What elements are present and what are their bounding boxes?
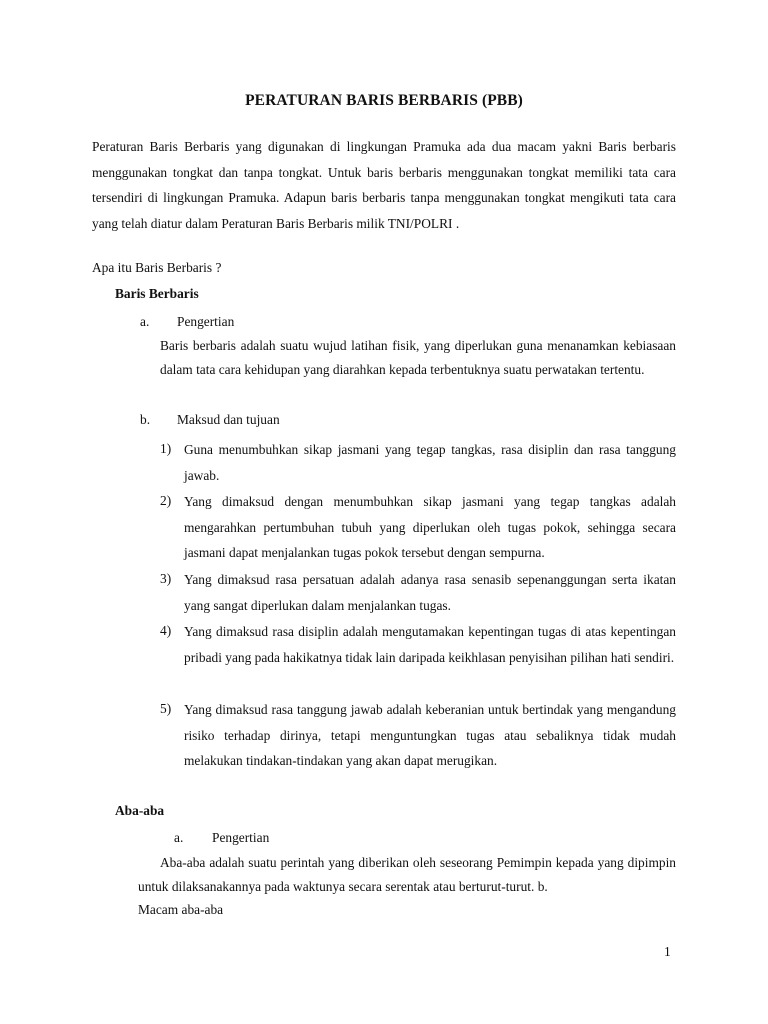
- list-item-text: Yang dimaksud rasa disiplin adalah mengutamakan kepentingan tugas di atas kepentingan pribadi yang pada hakikatnya tidak lain daripada keikhlasan penyisihan pilihan hati sendiri.: [184, 624, 676, 665]
- list-item-text: Yang dimaksud dengan menumbuhkan sikap jasmani yang tegap tangkas adalah mengarahkan pertumbuhan tubuh yang diperlukan oleh tugas pokok, sehingga secara jasmani dapat menjalankan tugas pokok tersebut dengan sempurna.: [184, 494, 676, 560]
- subheading-maksud-tujuan: Maksud dan tujuan: [177, 412, 280, 427]
- list-item-number: 1): [160, 441, 172, 456]
- aba-aba-paragraph: Aba-aba adalah suatu perintah yang diberikan oleh seseorang Pemimpin kepada yang dipimpin untuk dilaksanakannya pada waktunya secara serentak atau berturut-turut. b.: [138, 855, 676, 894]
- page-number: 1: [664, 944, 671, 959]
- list-item-text: Yang dimaksud rasa persatuan adalah adanya rasa senasib sepenanggungan serta ikatan yang sangat diperlukan dalam menjalankan tugas.: [184, 572, 676, 613]
- section-heading-baris-berbaris: Baris Berbaris: [115, 286, 199, 301]
- document-title: PERATURAN BARIS BERBARIS (PBB): [245, 92, 523, 109]
- list-item-text: Guna menumbuhkan sikap jasmani yang tegap tangkas, rasa disiplin dan rasa tanggung jawab.: [184, 442, 676, 483]
- list-item-number: 3): [160, 571, 172, 586]
- list-marker-b: b.: [140, 412, 151, 427]
- macam-aba-aba-line: Macam aba-aba: [138, 902, 224, 917]
- intro-paragraph: Peraturan Baris Berbaris yang digunakan di lingkungan Pramuka ada dua macam yakni Baris berbaris menggunakan tongkat dan tanpa tongkat. Untuk baris berbaris menggunakan tongkat memiliki tata cara tersendiri di lingkungan Pramuka. Adapun baris berbaris tanpa menggunakan tongkat mengikuti tata cara yang telah diatur dalam Peraturan Baris Berbaris milik TNI/POLRI .: [92, 139, 676, 231]
- section-heading-aba-aba: Aba-aba: [115, 803, 165, 818]
- list-item-number: 2): [160, 493, 172, 508]
- question-line: Apa itu Baris Berbaris ?: [92, 260, 222, 275]
- subheading-pengertian: Pengertian: [177, 314, 235, 329]
- list-item-text: Yang dimaksud rasa tanggung jawab adalah keberanian untuk bertindak yang mengandung risiko terhadap dirinya, tetapi menguntungkan tugas atau sebaliknya tidak mudah melakukan tindakan-tindakan yang akan dapat merugikan.: [184, 702, 676, 768]
- pengertian-paragraph: Baris berbaris adalah suatu wujud latihan fisik, yang diperlukan guna menanamkan kebiasaan dalam tata cara kehidupan yang diarahkan kepada terbentuknya suatu perwatakan tertentu.: [160, 338, 676, 377]
- list-item-number: 4): [160, 623, 172, 638]
- list-marker-a: a.: [174, 830, 184, 845]
- subheading-pengertian: Pengertian: [212, 830, 270, 845]
- list-item-number: 5): [160, 701, 172, 716]
- list-marker-a: a.: [140, 314, 150, 329]
